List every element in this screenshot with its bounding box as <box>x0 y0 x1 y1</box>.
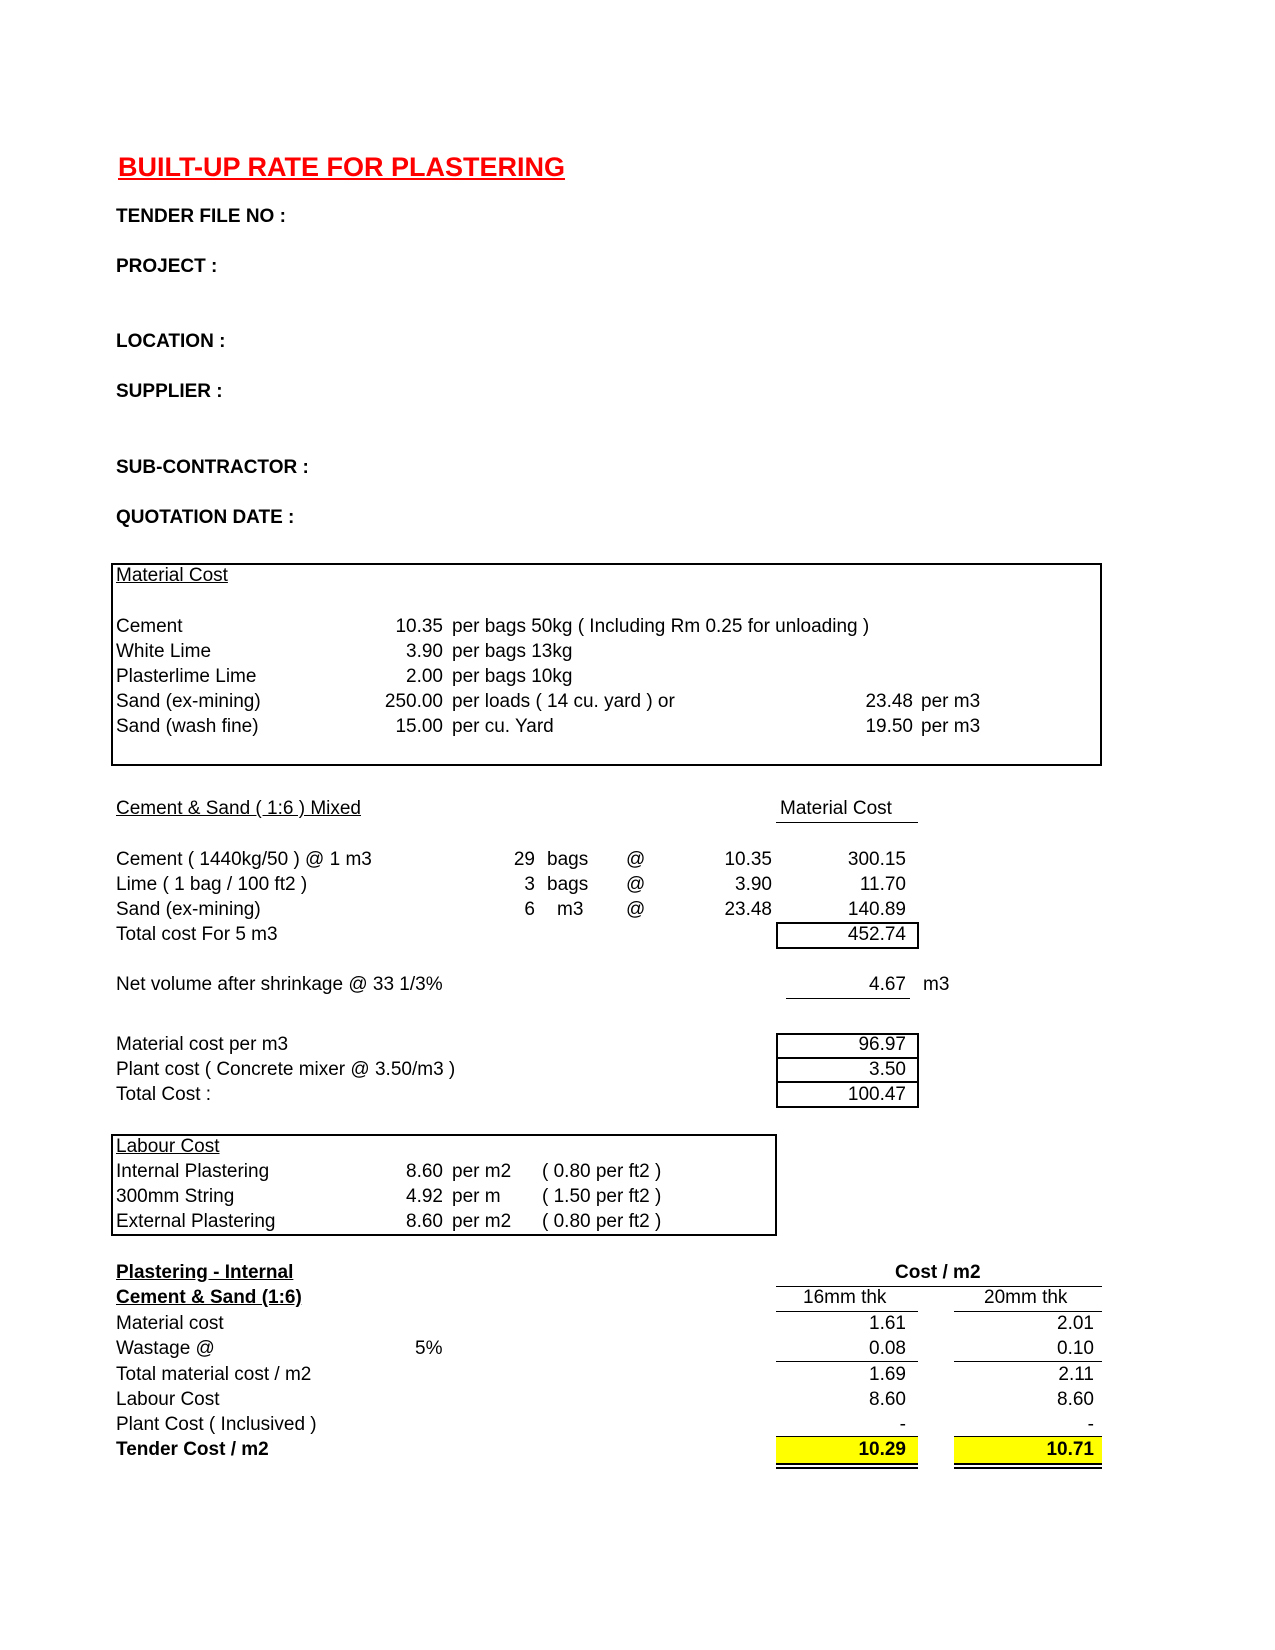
material-item: Sand (ex-mining) <box>116 691 261 712</box>
net-volume-value: 4.67 <box>869 974 906 995</box>
material-unit: per cu. Yard <box>452 716 554 737</box>
plaster-row-20mm: - <box>1087 1414 1094 1435</box>
total-cost-value: 100.47 <box>847 1084 906 1105</box>
plaster-row-label: Material cost <box>116 1313 224 1334</box>
plaster-row-20mm: 0.10 <box>1057 1338 1094 1359</box>
tender-16mm-value: 10.29 <box>858 1439 906 1460</box>
mix-item: Lime ( 1 bag / 100 ft2 ) <box>116 874 308 895</box>
plaster-row-16mm: 1.61 <box>869 1313 906 1334</box>
material-alt-unit: per m3 <box>921 691 981 712</box>
material-item: White Lime <box>116 641 212 662</box>
mix-cost: 300.15 <box>847 849 906 870</box>
plaster-row-16mm: 0.08 <box>869 1338 906 1359</box>
mix-unit: m3 <box>557 899 584 920</box>
material-price: 250.00 <box>384 691 443 712</box>
plaster-row-20mm: 2.11 <box>1058 1364 1094 1385</box>
page-title: BUILT-UP RATE FOR PLASTERING <box>118 152 566 182</box>
col-20mm-heading: 20mm thk <box>984 1287 1068 1308</box>
mix-qty: 3 <box>524 874 535 895</box>
wastage-underline-20mm <box>954 1361 1102 1362</box>
mix-total-value: 452.74 <box>847 924 906 945</box>
material-price: 10.35 <box>395 616 443 637</box>
material-unit: per bags 10kg <box>452 666 573 687</box>
quotation-date-label: QUOTATION DATE : <box>116 507 295 528</box>
mix-rate: 23.48 <box>724 899 772 920</box>
net-volume-unit: m3 <box>923 974 950 995</box>
material-cost-heading: Material Cost <box>116 565 228 586</box>
tender-20mm-double-line-b <box>954 1467 1102 1469</box>
labour-unit: per m <box>452 1186 501 1207</box>
material-per-m3-label: Material cost per m3 <box>116 1034 289 1055</box>
plaster-row-20mm: 8.60 <box>1057 1389 1094 1410</box>
tender-20mm-topline <box>954 1436 1102 1437</box>
mix-qty: 6 <box>524 899 535 920</box>
labour-note: ( 0.80 per ft2 ) <box>542 1161 662 1182</box>
plant-cost-label: Plant cost ( Concrete mixer @ 3.50/m3 ) <box>116 1059 456 1080</box>
material-alt-price: 19.50 <box>865 716 913 737</box>
sub-contractor-label: SUB-CONTRACTOR : <box>116 457 309 478</box>
labour-unit: per m2 <box>452 1161 512 1182</box>
wastage-percent: 5% <box>415 1338 443 1359</box>
mix-at: @ <box>626 899 646 920</box>
labour-item: External Plastering <box>116 1211 276 1232</box>
mix-qty: 29 <box>513 849 535 870</box>
cost-per-m2-heading: Cost / m2 <box>895 1262 981 1283</box>
material-item: Plasterlime Lime <box>116 666 257 687</box>
project-label: PROJECT : <box>116 256 218 277</box>
plaster-row-16mm: 8.60 <box>869 1389 906 1410</box>
col-16mm-heading: 16mm thk <box>803 1287 887 1308</box>
labour-cost-heading: Labour Cost <box>116 1136 220 1157</box>
plant-cost-value: 3.50 <box>869 1059 906 1080</box>
mix-cost: 140.89 <box>847 899 906 920</box>
labour-rate: 4.92 <box>406 1186 443 1207</box>
net-volume-label: Net volume after shrinkage @ 33 1/3% <box>116 974 443 995</box>
mix-rate: 3.90 <box>735 874 772 895</box>
material-price: 15.00 <box>395 716 443 737</box>
plaster-row-label: Total material cost / m2 <box>116 1364 312 1385</box>
supplier-label: SUPPLIER : <box>116 381 223 402</box>
tender-cost-label: Tender Cost / m2 <box>116 1439 269 1460</box>
mix-at: @ <box>626 874 646 895</box>
mix-rate: 10.35 <box>724 849 772 870</box>
plaster-row-16mm: - <box>899 1414 906 1435</box>
labour-rate: 8.60 <box>406 1161 443 1182</box>
tender-16mm-double-line-a <box>776 1463 918 1465</box>
plastering-internal-heading: Plastering - Internal <box>116 1262 294 1283</box>
material-unit: per loads ( 14 cu. yard ) or <box>452 691 675 712</box>
material-item: Sand (wash fine) <box>116 716 259 737</box>
plaster-row-16mm: 1.69 <box>869 1364 906 1385</box>
mix-item: Sand (ex-mining) <box>116 899 261 920</box>
mix-unit: bags <box>547 849 589 870</box>
labour-note: ( 0.80 per ft2 ) <box>542 1211 662 1232</box>
material-price: 2.00 <box>406 666 443 687</box>
plaster-row-label: Plant Cost ( Inclusived ) <box>116 1414 317 1435</box>
plaster-row-label: Labour Cost <box>116 1389 220 1410</box>
mix-cost: 11.70 <box>859 874 906 895</box>
tender-16mm-double-line-b <box>776 1467 918 1469</box>
net-volume-underline <box>786 998 910 999</box>
labour-item: 300mm String <box>116 1186 235 1207</box>
material-unit: per bags 13kg <box>452 641 573 662</box>
mix-heading: Cement & Sand ( 1:6 ) Mixed <box>116 798 361 819</box>
material-per-m3-value: 96.97 <box>858 1034 906 1055</box>
col-16mm-underline <box>776 1311 918 1312</box>
heading-underline <box>776 822 918 823</box>
tender-file-no-label: TENDER FILE NO : <box>116 206 286 227</box>
col-20mm-underline <box>954 1311 1102 1312</box>
material-item: Cement <box>116 616 183 637</box>
tender-16mm-topline <box>776 1436 918 1437</box>
total-cost-label: Total Cost : <box>116 1084 212 1105</box>
tender-20mm-value: 10.71 <box>1046 1439 1094 1460</box>
labour-note: ( 1.50 per ft2 ) <box>542 1186 662 1207</box>
location-label: LOCATION : <box>116 331 226 352</box>
labour-unit: per m2 <box>452 1211 512 1232</box>
plaster-row-label: Wastage @ <box>116 1338 215 1359</box>
mix-unit: bags <box>547 874 589 895</box>
tender-20mm-double-line-a <box>954 1463 1102 1465</box>
mix-item: Cement ( 1440kg/50 ) @ 1 m3 <box>116 849 372 870</box>
mix-at: @ <box>626 849 646 870</box>
material-price: 3.90 <box>406 641 443 662</box>
plaster-row-20mm: 2.01 <box>1057 1313 1094 1334</box>
mix-material-cost-heading: Material Cost <box>780 798 892 819</box>
mix-total-label: Total cost For 5 m3 <box>116 924 278 945</box>
labour-item: Internal Plastering <box>116 1161 270 1182</box>
material-alt-price: 23.48 <box>865 691 913 712</box>
material-unit: per bags 50kg ( Including Rm 0.25 for unloading ) <box>452 616 870 637</box>
labour-rate: 8.60 <box>406 1211 443 1232</box>
material-alt-unit: per m3 <box>921 716 981 737</box>
plastering-internal-subheading: Cement & Sand (1:6) <box>116 1287 302 1308</box>
wastage-underline-16mm <box>776 1361 918 1362</box>
